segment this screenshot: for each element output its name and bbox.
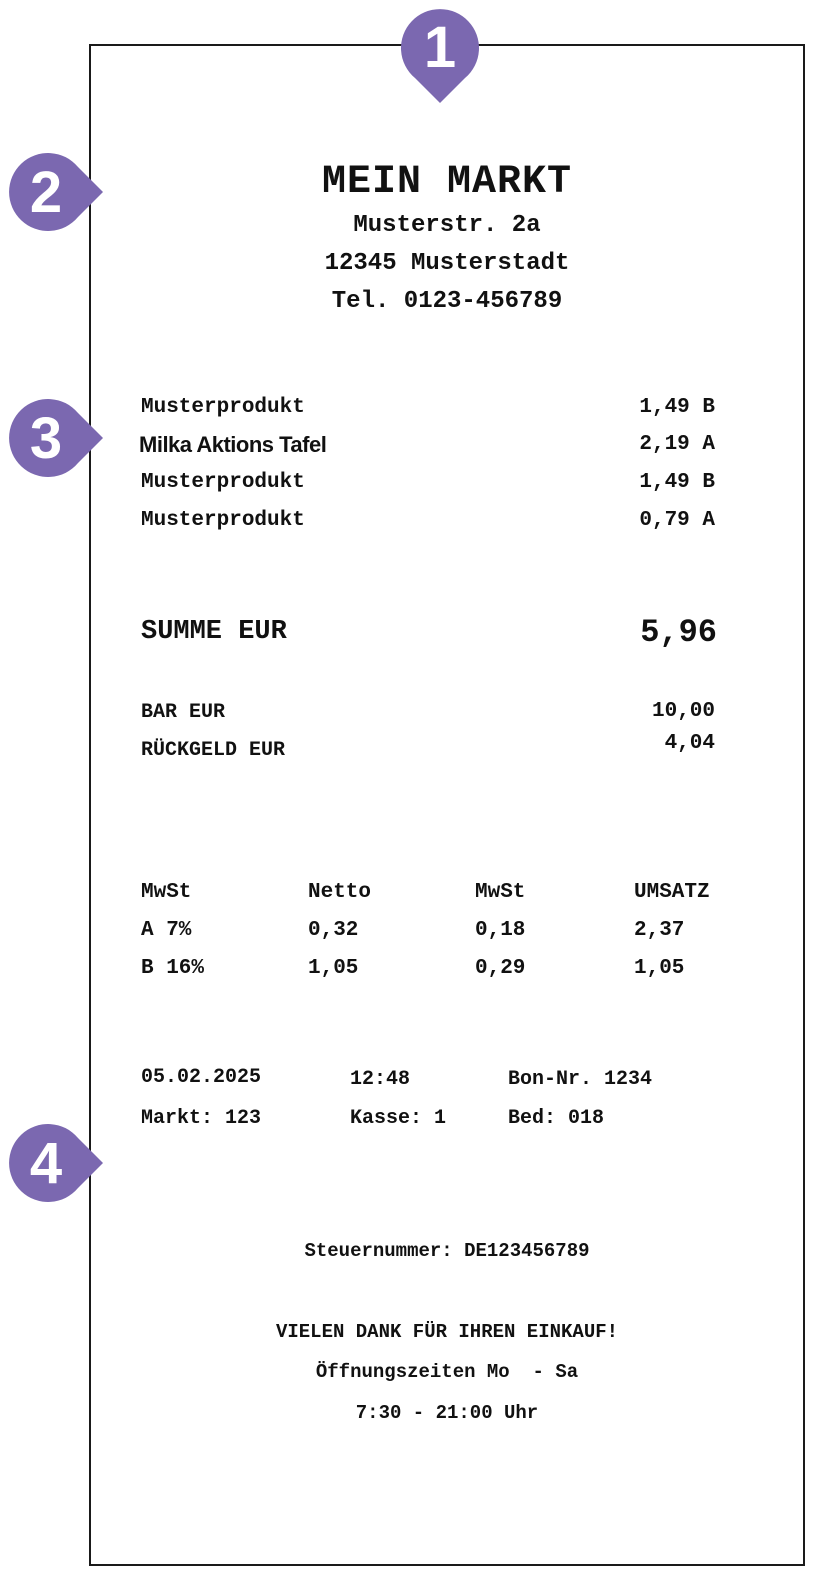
marker-1-icon (385, 0, 495, 110)
change-value: 4,04 (664, 732, 715, 755)
tax-cell: 0,32 (308, 919, 359, 942)
tax-header: MwSt (475, 881, 526, 904)
store-phone: Tel. 0123-456789 (331, 288, 563, 315)
receipt (89, 44, 805, 1566)
receipt-time: 12:48 (350, 1068, 411, 1091)
bon-number: Bon-Nr. 1234 (508, 1068, 653, 1091)
tax-header: Netto (308, 881, 372, 904)
item-name: Musterprodukt (141, 396, 305, 419)
change-label: RÜCKGELD EUR (141, 739, 286, 762)
thank-you-message: VIELEN DANK FÜR IHREN EINKAUF! (275, 1321, 619, 1343)
tax-cell: 1,05 (634, 957, 685, 980)
tax-cell: 2,37 (634, 919, 685, 942)
tax-number: Steuernummer: DE123456789 (304, 1240, 590, 1262)
opening-hours: 7:30 - 21:00 Uhr (355, 1402, 539, 1424)
market-number: Markt: 123 (141, 1107, 262, 1130)
marker-3-icon (0, 383, 110, 493)
store-street: Musterstr. 2a (353, 212, 541, 239)
tax-cell: 0,18 (475, 919, 526, 942)
item-price: 2,19 A (639, 433, 715, 456)
tax-header: MwSt (141, 881, 192, 904)
marker-number: 3 (29, 405, 63, 471)
store-name: MEIN MARKT (321, 160, 573, 205)
item-name: Musterprodukt (141, 509, 305, 532)
marker-4-icon (0, 1108, 110, 1218)
marker-number: 2 (29, 159, 63, 225)
total-value: 5,96 (640, 614, 717, 651)
store-city: 12345 Musterstadt (324, 250, 570, 277)
operator-number: Bed: 018 (508, 1107, 605, 1130)
tax-cell: 0,29 (475, 957, 526, 980)
cash-label: BAR EUR (141, 701, 226, 724)
item-name: Milka Aktions Tafel (139, 432, 327, 457)
item-name: Musterprodukt (141, 471, 305, 494)
marker-2-icon (0, 137, 110, 247)
item-price: 1,49 B (639, 396, 715, 419)
marker-number: 1 (423, 14, 457, 80)
tax-cell: 1,05 (308, 957, 359, 980)
total-label: SUMME EUR (141, 617, 287, 647)
tax-header: UMSATZ (634, 881, 710, 904)
tax-cell: B 16% (141, 957, 205, 980)
item-price: 0,79 A (639, 509, 715, 532)
marker-number: 4 (29, 1130, 63, 1196)
register-number: Kasse: 1 (350, 1107, 447, 1130)
item-price: 1,49 B (639, 471, 715, 494)
tax-cell: A 7% (141, 919, 192, 942)
cash-value: 10,00 (651, 700, 715, 723)
opening-hours-label: Öffnungszeiten Mo - Sa (315, 1361, 579, 1383)
receipt-date: 05.02.2025 (141, 1066, 262, 1089)
